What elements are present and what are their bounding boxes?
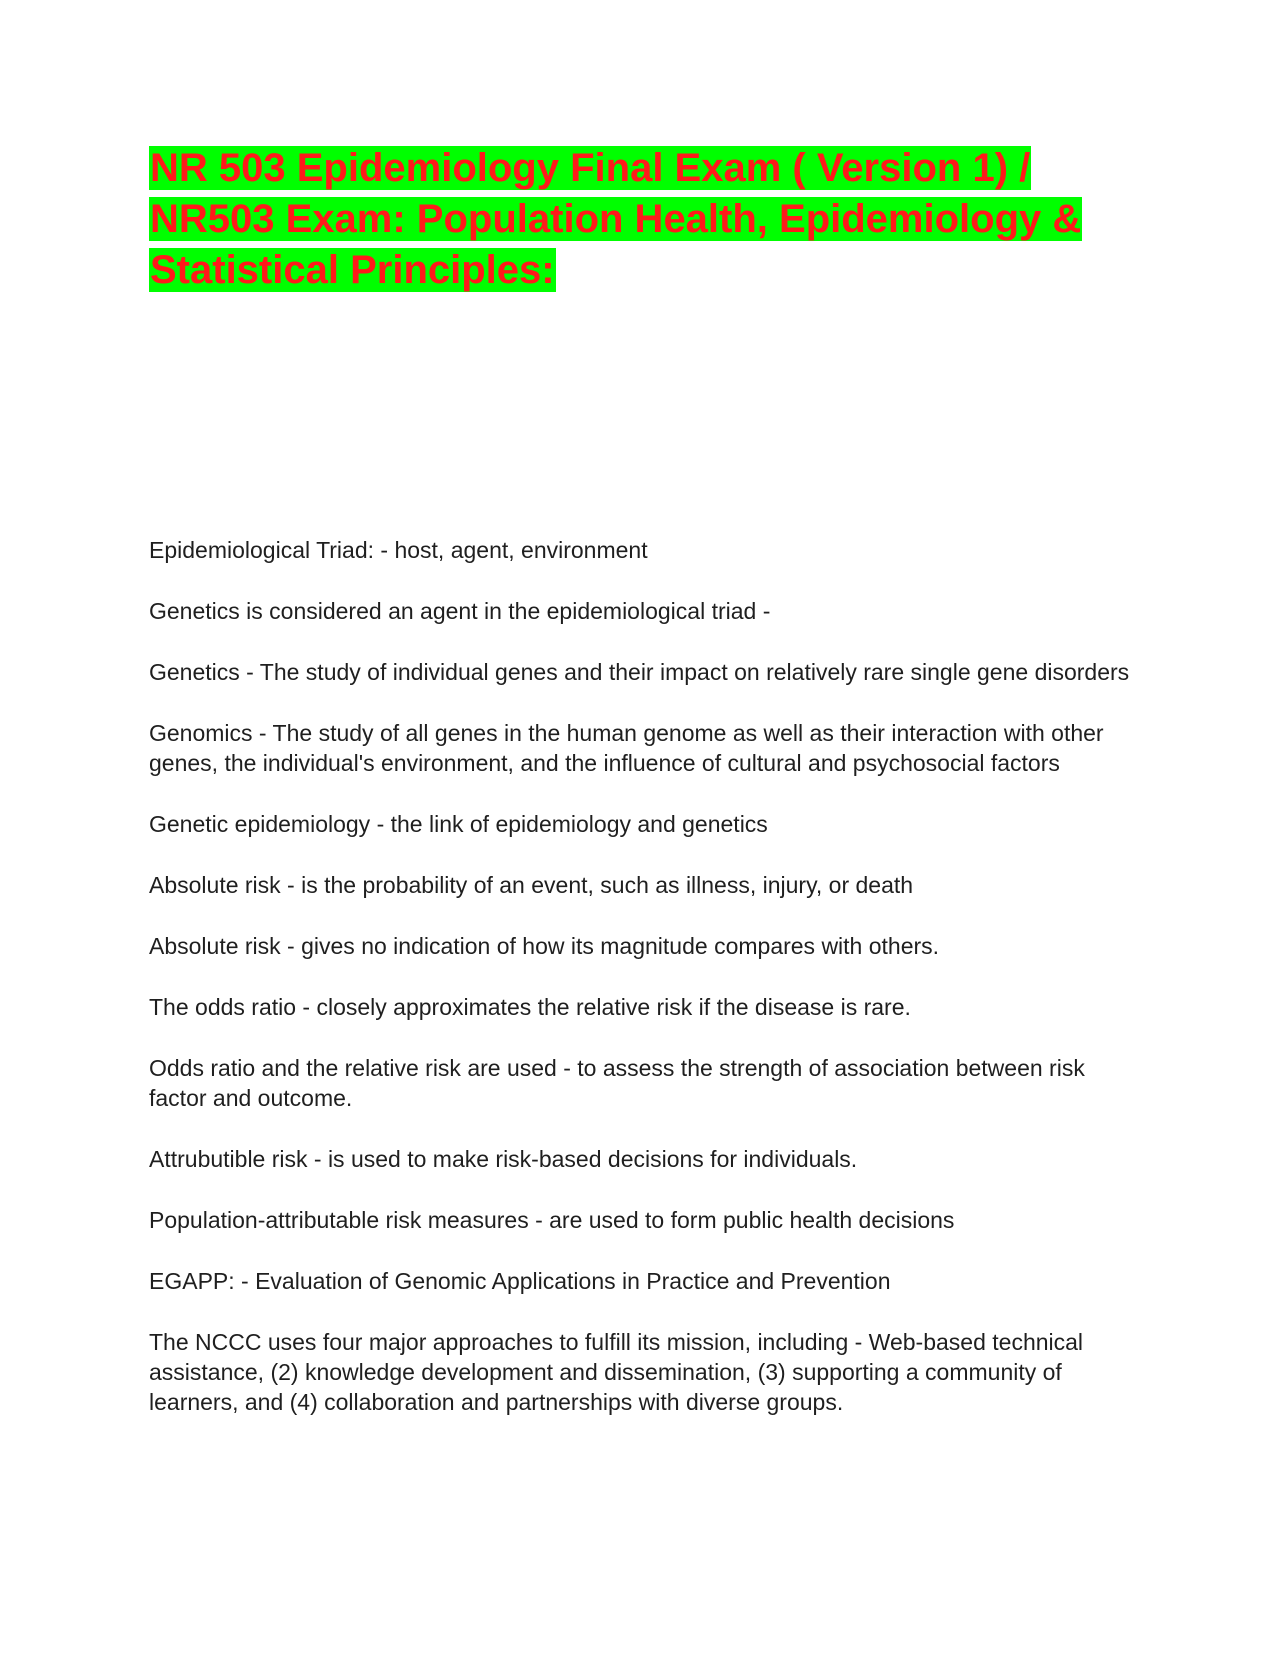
entry-genetics-definition: Genetics - The study of individual genes and their impact on relatively rare single gene disorders <box>149 659 1130 685</box>
entry-absolute-risk-magnitude: Absolute risk - gives no indication of how its magnitude compares with others. <box>149 933 940 959</box>
entry-genomics-definition: Genomics - The study of all genes in the human genome as well as their interaction with other genes, the individual's environment, and the influence of cultural and psychosocial factors <box>149 720 1104 776</box>
entry-attributable-risk: Attrubutible risk - is used to make risk-based decisions for individuals. <box>149 1146 858 1172</box>
entry-nccc-approaches: The NCCC uses four major approaches to fulfill its mission, including - Web-based technical assistance, (2) knowledge development and dissemination, (3) supporting a community of learners, and (4) collaboration and partnerships with diverse groups. <box>149 1329 1084 1415</box>
entry-absolute-risk-probability: Absolute risk - is the probability of an event, such as illness, injury, or death <box>149 872 914 898</box>
entry-genetic-epidemiology: Genetic epidemiology - the link of epidemiology and genetics <box>149 811 768 837</box>
entry-egapp: EGAPP: - Evaluation of Genomic Applications in Practice and Prevention <box>149 1268 891 1294</box>
entry-genetics-agent: Genetics is considered an agent in the epidemiological triad - <box>149 598 771 624</box>
entry-population-attributable-risk: Population-attributable risk measures - are used to form public health decisions <box>149 1207 955 1233</box>
entry-odds-ratio: The odds ratio - closely approximates the relative risk if the disease is rare. <box>149 994 911 1020</box>
document-header <box>149 143 1139 296</box>
document-title <box>149 143 1139 296</box>
title-highlight: NR 503 Epidemiology Final Exam ( Version 1) / NR503 Exam: Population Health, Epidemiology & Statistical Principles: <box>150 146 1082 292</box>
entry-epidemiological-triad: Epidemiological Triad: - host, agent, environment <box>149 537 648 563</box>
document-body <box>149 535 1139 1448</box>
entry-odds-ratio-relative-risk: Odds ratio and the relative risk are used - to assess the strength of association between risk factor and outcome. <box>149 1055 1085 1111</box>
